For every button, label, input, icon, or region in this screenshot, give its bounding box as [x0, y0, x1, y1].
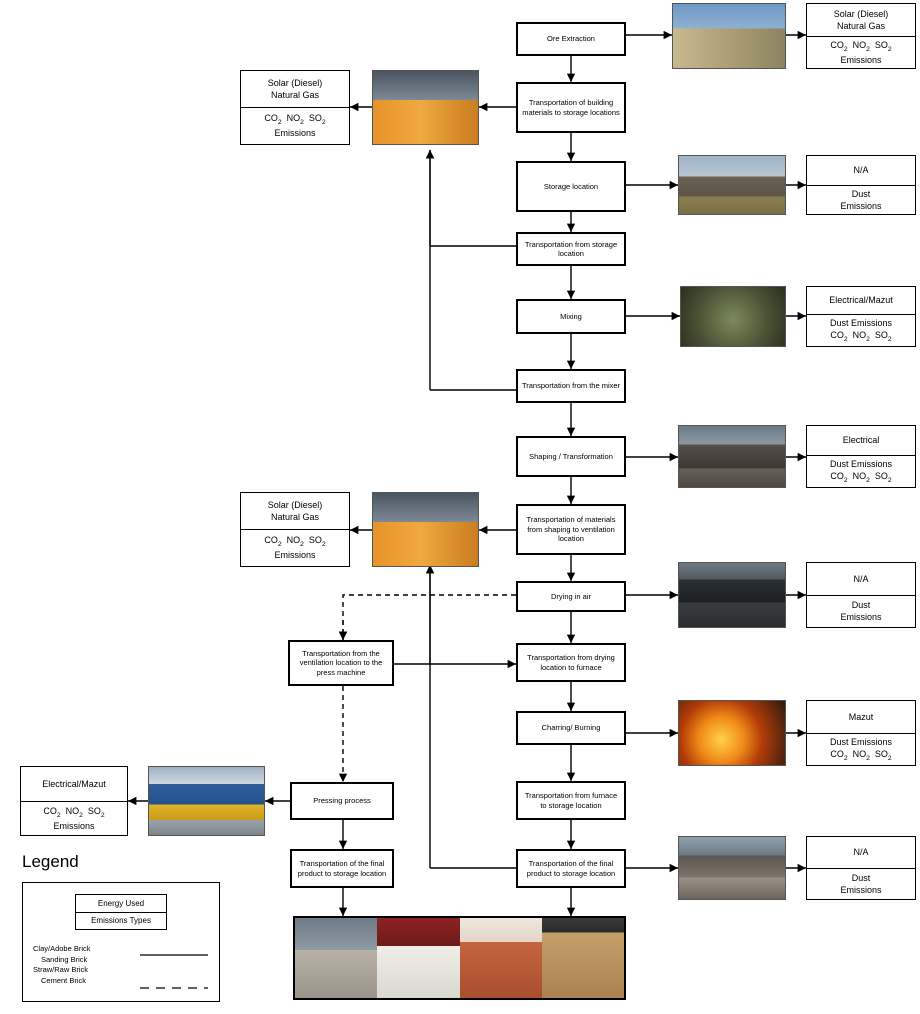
node-label: Pressing process — [313, 796, 371, 806]
sidebox-energy: Solar (Diesel) Natural Gas — [241, 71, 349, 108]
sidebox-energy: N/A — [807, 156, 915, 186]
node-label: Mixing — [560, 311, 582, 321]
sidebox-energy: Electrical/Mazut — [21, 767, 127, 802]
node-label: Transportation from furnace to storage location — [524, 791, 618, 810]
process-node-drying-in-air[interactable] — [516, 581, 626, 612]
node-label: Transportation of the final product to storage location — [526, 859, 616, 878]
sidebox-emissions: $CO_2$ $NO_2$ $SO_2$ Emissions — [264, 535, 326, 561]
process-node-ore[interactable] — [516, 22, 626, 56]
process-node-transport-from-mixer[interactable] — [516, 369, 626, 403]
sidebox-energy: N/A — [807, 837, 915, 869]
photo-final-products-strip — [293, 916, 626, 1000]
node-label: Shaping / Transformation — [529, 451, 613, 461]
legend-label-straw: Straw/Raw Brick — [33, 965, 89, 975]
sidebox-charring — [806, 700, 916, 766]
sidebox-energy: Electrical/Mazut — [807, 287, 915, 315]
legend-key — [75, 894, 167, 930]
process-node-transport-from-storage[interactable] — [516, 232, 626, 266]
process-node-transport-furnace-to-storage[interactable] — [516, 781, 626, 820]
photo-dump-truck-upper — [372, 70, 479, 145]
sidebox-energy: Mazut — [807, 701, 915, 734]
photo-ore-extraction — [672, 3, 786, 69]
node-label: Charring/ Burning — [541, 723, 601, 733]
node-label: Transportation from storage location — [524, 239, 618, 258]
legend-row-labels — [33, 944, 133, 987]
photo-kiln-fire — [678, 700, 786, 766]
sidebox-ore-extraction — [806, 3, 916, 69]
sidebox-transport-lower — [240, 492, 350, 567]
photo-mixing-machine — [680, 286, 786, 347]
photo-dump-truck-lower — [372, 492, 479, 567]
node-label: Transportation of the final product to storage location — [297, 859, 387, 878]
legend-label-sanding: Sanding Brick — [41, 954, 88, 964]
legend-title: Legend — [22, 852, 79, 871]
sidebox-emissions: $CO_2$ $NO_2$ $SO_2$ Emissions — [830, 39, 892, 65]
product-segment-white-block — [377, 918, 459, 998]
node-label: Transportation of building materials to storage locations — [522, 98, 620, 117]
sidebox-emissions: Dust Emissions — [840, 872, 882, 895]
sidebox-emissions: Dust Emissions $CO_2$ $NO_2$ $SO_2$ — [829, 317, 892, 343]
sidebox-energy: Solar (Diesel) Natural Gas — [807, 4, 915, 37]
sidebox-drying — [806, 562, 916, 628]
process-node-transport-final-product-left[interactable] — [290, 849, 394, 888]
process-node-shaping[interactable] — [516, 436, 626, 477]
sidebox-energy: Electrical — [807, 426, 915, 456]
sidebox-emissions: $CO_2$ $NO_2$ $SO_2$ Emissions — [43, 805, 105, 831]
legend-label-clay: Clay/Adobe Brick — [33, 944, 91, 953]
product-segment-red-perforated-brick — [460, 918, 542, 998]
node-label: Drying in air — [550, 591, 591, 601]
process-node-charring-burning[interactable] — [516, 711, 626, 745]
node-label: Transportation from drying location to furnace — [527, 653, 615, 672]
node-label: Ore Extraction — [547, 34, 595, 44]
sidebox-storage-location — [806, 155, 916, 215]
photo-press-machine — [148, 766, 265, 836]
legend-key-energy: Energy Used — [76, 895, 166, 913]
photo-shaping-machine — [678, 425, 786, 488]
sidebox-final-storage — [806, 836, 916, 900]
node-label: Storage location — [543, 181, 599, 191]
sidebox-emissions: $CO_2$ $NO_2$ $SO_2$ Emissions — [264, 113, 326, 139]
sidebox-shaping — [806, 425, 916, 488]
process-node-transport-final-product-right[interactable] — [516, 849, 626, 888]
product-segment-clay-brick-pile — [542, 918, 624, 998]
process-node-storage-location[interactable] — [516, 161, 626, 212]
process-node-transport-building-materials[interactable] — [516, 82, 626, 133]
sidebox-mixing — [806, 286, 916, 347]
node-label: Transportation from the mixer — [521, 381, 621, 391]
photo-finished-brick-stack — [678, 836, 786, 900]
process-node-transport-ventilation-to-press[interactable] — [288, 640, 394, 686]
sidebox-transport-upper — [240, 70, 350, 145]
process-node-transport-drying-to-furnace[interactable] — [516, 643, 626, 682]
sidebox-energy: N/A — [807, 563, 915, 596]
node-label: Transportation from the ventilation location to the press machine — [299, 648, 383, 677]
photo-storage-yard — [678, 155, 786, 215]
photo-drying-in-air — [678, 562, 786, 628]
sidebox-pressing — [20, 766, 128, 836]
process-node-mixing[interactable] — [516, 299, 626, 334]
process-node-transport-shaping-to-ventilation[interactable] — [516, 504, 626, 555]
process-node-pressing[interactable] — [290, 782, 394, 820]
legend-label-cement: Cement Brick — [41, 975, 87, 985]
sidebox-emissions: Dust Emissions — [840, 188, 882, 211]
sidebox-emissions: Dust Emissions — [840, 600, 882, 623]
sidebox-emissions: Dust Emissions $CO_2$ $NO_2$ $SO_2$ — [829, 458, 892, 484]
sidebox-emissions: Dust Emissions $CO_2$ $NO_2$ $SO_2$ — [829, 736, 892, 762]
node-label: Transportation of materials from shaping to ventilation location — [526, 515, 616, 544]
legend-key-emissions: Emissions Types — [91, 916, 151, 926]
product-segment-hollow-block — [295, 918, 377, 998]
sidebox-energy: Solar (Diesel) Natural Gas — [241, 493, 349, 530]
